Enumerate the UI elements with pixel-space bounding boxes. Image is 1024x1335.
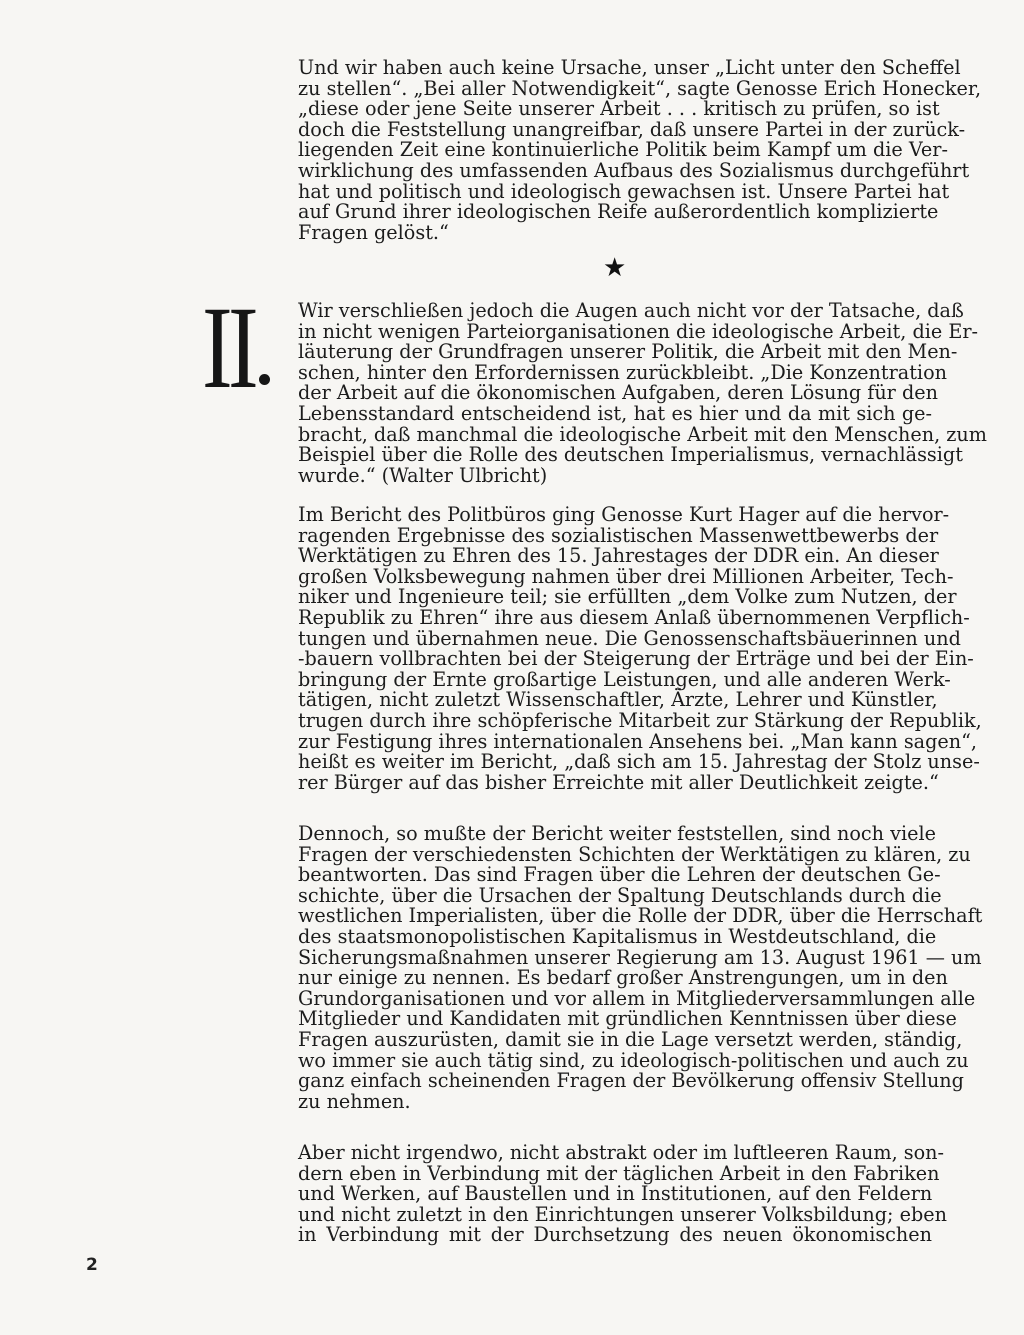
text-line: Aber nicht irgendwo, nicht abstrakt oder im luftleeren Raum, son- — [298, 1141, 945, 1164]
text-line: beantworten. Das sind Fragen über die Lehren der deutschen Ge- — [298, 863, 941, 887]
text-line: schen, hinter den Erfordernissen zurückbleibt. „Die Konzentration — [298, 360, 947, 384]
text-line: Fragen der verschiedensten Schichten der Werktätigen zu klären, zu — [298, 842, 971, 866]
text-line: zur Festigung ihres internationalen Ansehens bei. „Man kann sagen“, — [298, 729, 978, 753]
text-line: wo immer sie auch tätig sind, zu ideologisch-politischen und auch zu — [298, 1048, 969, 1072]
text-line: schichte, über die Ursachen der Spaltung Deutschlands durch die — [298, 883, 942, 907]
text-line: wurde.“ (Walter Ulbricht) — [298, 463, 548, 487]
text-line: westlichen Imperialisten, über die Rolle der DDR, über die Herrschaft — [298, 904, 983, 928]
text-line: zu nehmen. — [298, 1089, 411, 1113]
section-numeral-dot — [259, 374, 270, 385]
text-line: ganz einfach scheinenden Fragen der Bevölkerung offensiv Stellung — [298, 1069, 964, 1093]
text-line: läuterung der Grundfragen unserer Politik, die Arbeit mit den Men- — [298, 340, 958, 364]
text-line: tungen und übernahmen neue. Die Genossenschaftsbäuerinnen und — [298, 626, 961, 650]
text-line: Fragen gelöst.“ — [298, 220, 449, 244]
text-line: -bauern vollbrachten bei der Steigerung der Erträge und bei der Ein- — [298, 647, 974, 671]
text-line: Sicherungsmaßnahmen unserer Regierung am 13. August 1961 — um — [298, 945, 982, 969]
text-line: liegenden Zeit eine kontinuierliche Politik beim Kampf um die Ver- — [298, 138, 948, 162]
section-numeral: II — [202, 282, 254, 413]
text-line: Fragen auszurüsten, damit sie in die Lage versetzt werden, ständig, — [298, 1027, 963, 1051]
text-line: zu stellen“. „Bei aller Notwendigkeit“, sagte Genosse Erich Honecker, — [298, 76, 982, 100]
text-line: heißt es weiter im Bericht, „daß sich am 15. Jahrestag der Stolz unse- — [298, 750, 980, 774]
text-line: Und wir haben auch keine Ursache, unser „Licht unter den Scheffel — [298, 56, 961, 79]
text-line: rer Bürger auf das bisher Erreichte mit aller Deutlichkeit zeigte.“ — [298, 770, 939, 794]
text-line: niker und Ingenieure teil; sie erfüllten „dem Volke zum Nutzen, der — [298, 585, 957, 609]
text-line: und nicht zuletzt in den Einrichtungen unserer Volksbildung; eben — [298, 1202, 947, 1226]
text-line: Werktätigen zu Ehren des 15. Jahrestages der DDR ein. An dieser — [298, 544, 939, 568]
text-line: „diese oder jene Seite unserer Arbeit . . . kritisch zu prüfen, so ist — [298, 97, 940, 121]
star-separator-icon: ★ — [603, 253, 627, 283]
paragraph-politburo-report — [298, 503, 982, 794]
text-line: in nicht wenigen Parteiorganisationen die ideologische Arbeit, die Er- — [298, 319, 978, 343]
paragraph-daily-work — [298, 1141, 947, 1247]
text-line: Lebensstandard entscheidend ist, hat es hier und da mit sich ge- — [298, 401, 932, 425]
text-line: auf Grund ihrer ideologischen Reife außerordentlich komplizierte — [298, 200, 939, 224]
text-line: bracht, daß manchmal die ideologische Arbeit mit den Menschen, zum — [298, 422, 987, 446]
text-line: des staatsmonopolistischen Kapitalismus in Westdeutschland, die — [298, 924, 937, 948]
text-line: wirklichung des umfassenden Aufbaus des Sozialismus durchgeführt — [298, 158, 970, 182]
text-line: tätigen, nicht zuletzt Wissenschaftler, Ärzte, Lehrer und Künstler, — [298, 688, 938, 712]
text-line: doch die Feststellung unangreifbar, daß unsere Partei in der zurück- — [298, 117, 966, 141]
text-line: hat und politisch und ideologisch gewachsen ist. Unsere Partei hat — [298, 179, 950, 203]
text-line: ragenden Ergebnisse des sozialistischen Massenwettbewerbs der — [298, 523, 939, 547]
text-line: Republik zu Ehren“ ihre aus diesem Anlaß übernommenen Verpflich- — [298, 605, 970, 629]
text-line: in Verbindung mit der Durchsetzung des neuen ökonomischen — [298, 1223, 932, 1247]
paragraph-ulbricht-quote — [298, 299, 987, 487]
text-line: Im Bericht des Politbüros ging Genosse Kurt Hager auf die hervor- — [298, 503, 950, 526]
paragraph-open-questions — [298, 822, 983, 1113]
text-line: trugen durch ihre schöpferische Mitarbeit zur Stärkung der Republik, — [298, 708, 982, 732]
text-line: der Arbeit auf die ökonomischen Aufgaben, deren Lösung für den — [298, 381, 938, 405]
page-number: 2 — [86, 1255, 98, 1275]
paragraph-honecker-quote — [298, 56, 982, 244]
text-line: Wir verschließen jedoch die Augen auch nicht vor der Tatsache, daß — [298, 299, 964, 322]
text-line: nur einige zu nennen. Es bedarf großer Anstrengungen, um in den — [298, 966, 948, 990]
text-line: dern eben in Verbindung mit der täglichen Arbeit in den Fabriken — [298, 1161, 940, 1185]
text-line: bringung der Ernte großartige Leistungen, und alle anderen Werk- — [298, 667, 951, 691]
text-line: und Werken, auf Baustellen und in Institutionen, auf den Feldern — [298, 1182, 933, 1206]
text-line: Grundorganisationen und vor allem in Mitgliederversammlungen alle — [298, 986, 976, 1010]
text-line: Beispiel über die Rolle des deutschen Imperialismus, vernachlässigt — [298, 443, 963, 467]
text-line: großen Volksbewegung nahmen über drei Millionen Arbeiter, Tech- — [298, 564, 954, 588]
text-line: Mitglieder und Kandidaten mit gründlichen Kenntnissen über diese — [298, 1007, 957, 1031]
text-line: Dennoch, so mußte der Bericht weiter feststellen, sind noch viele — [298, 822, 936, 845]
